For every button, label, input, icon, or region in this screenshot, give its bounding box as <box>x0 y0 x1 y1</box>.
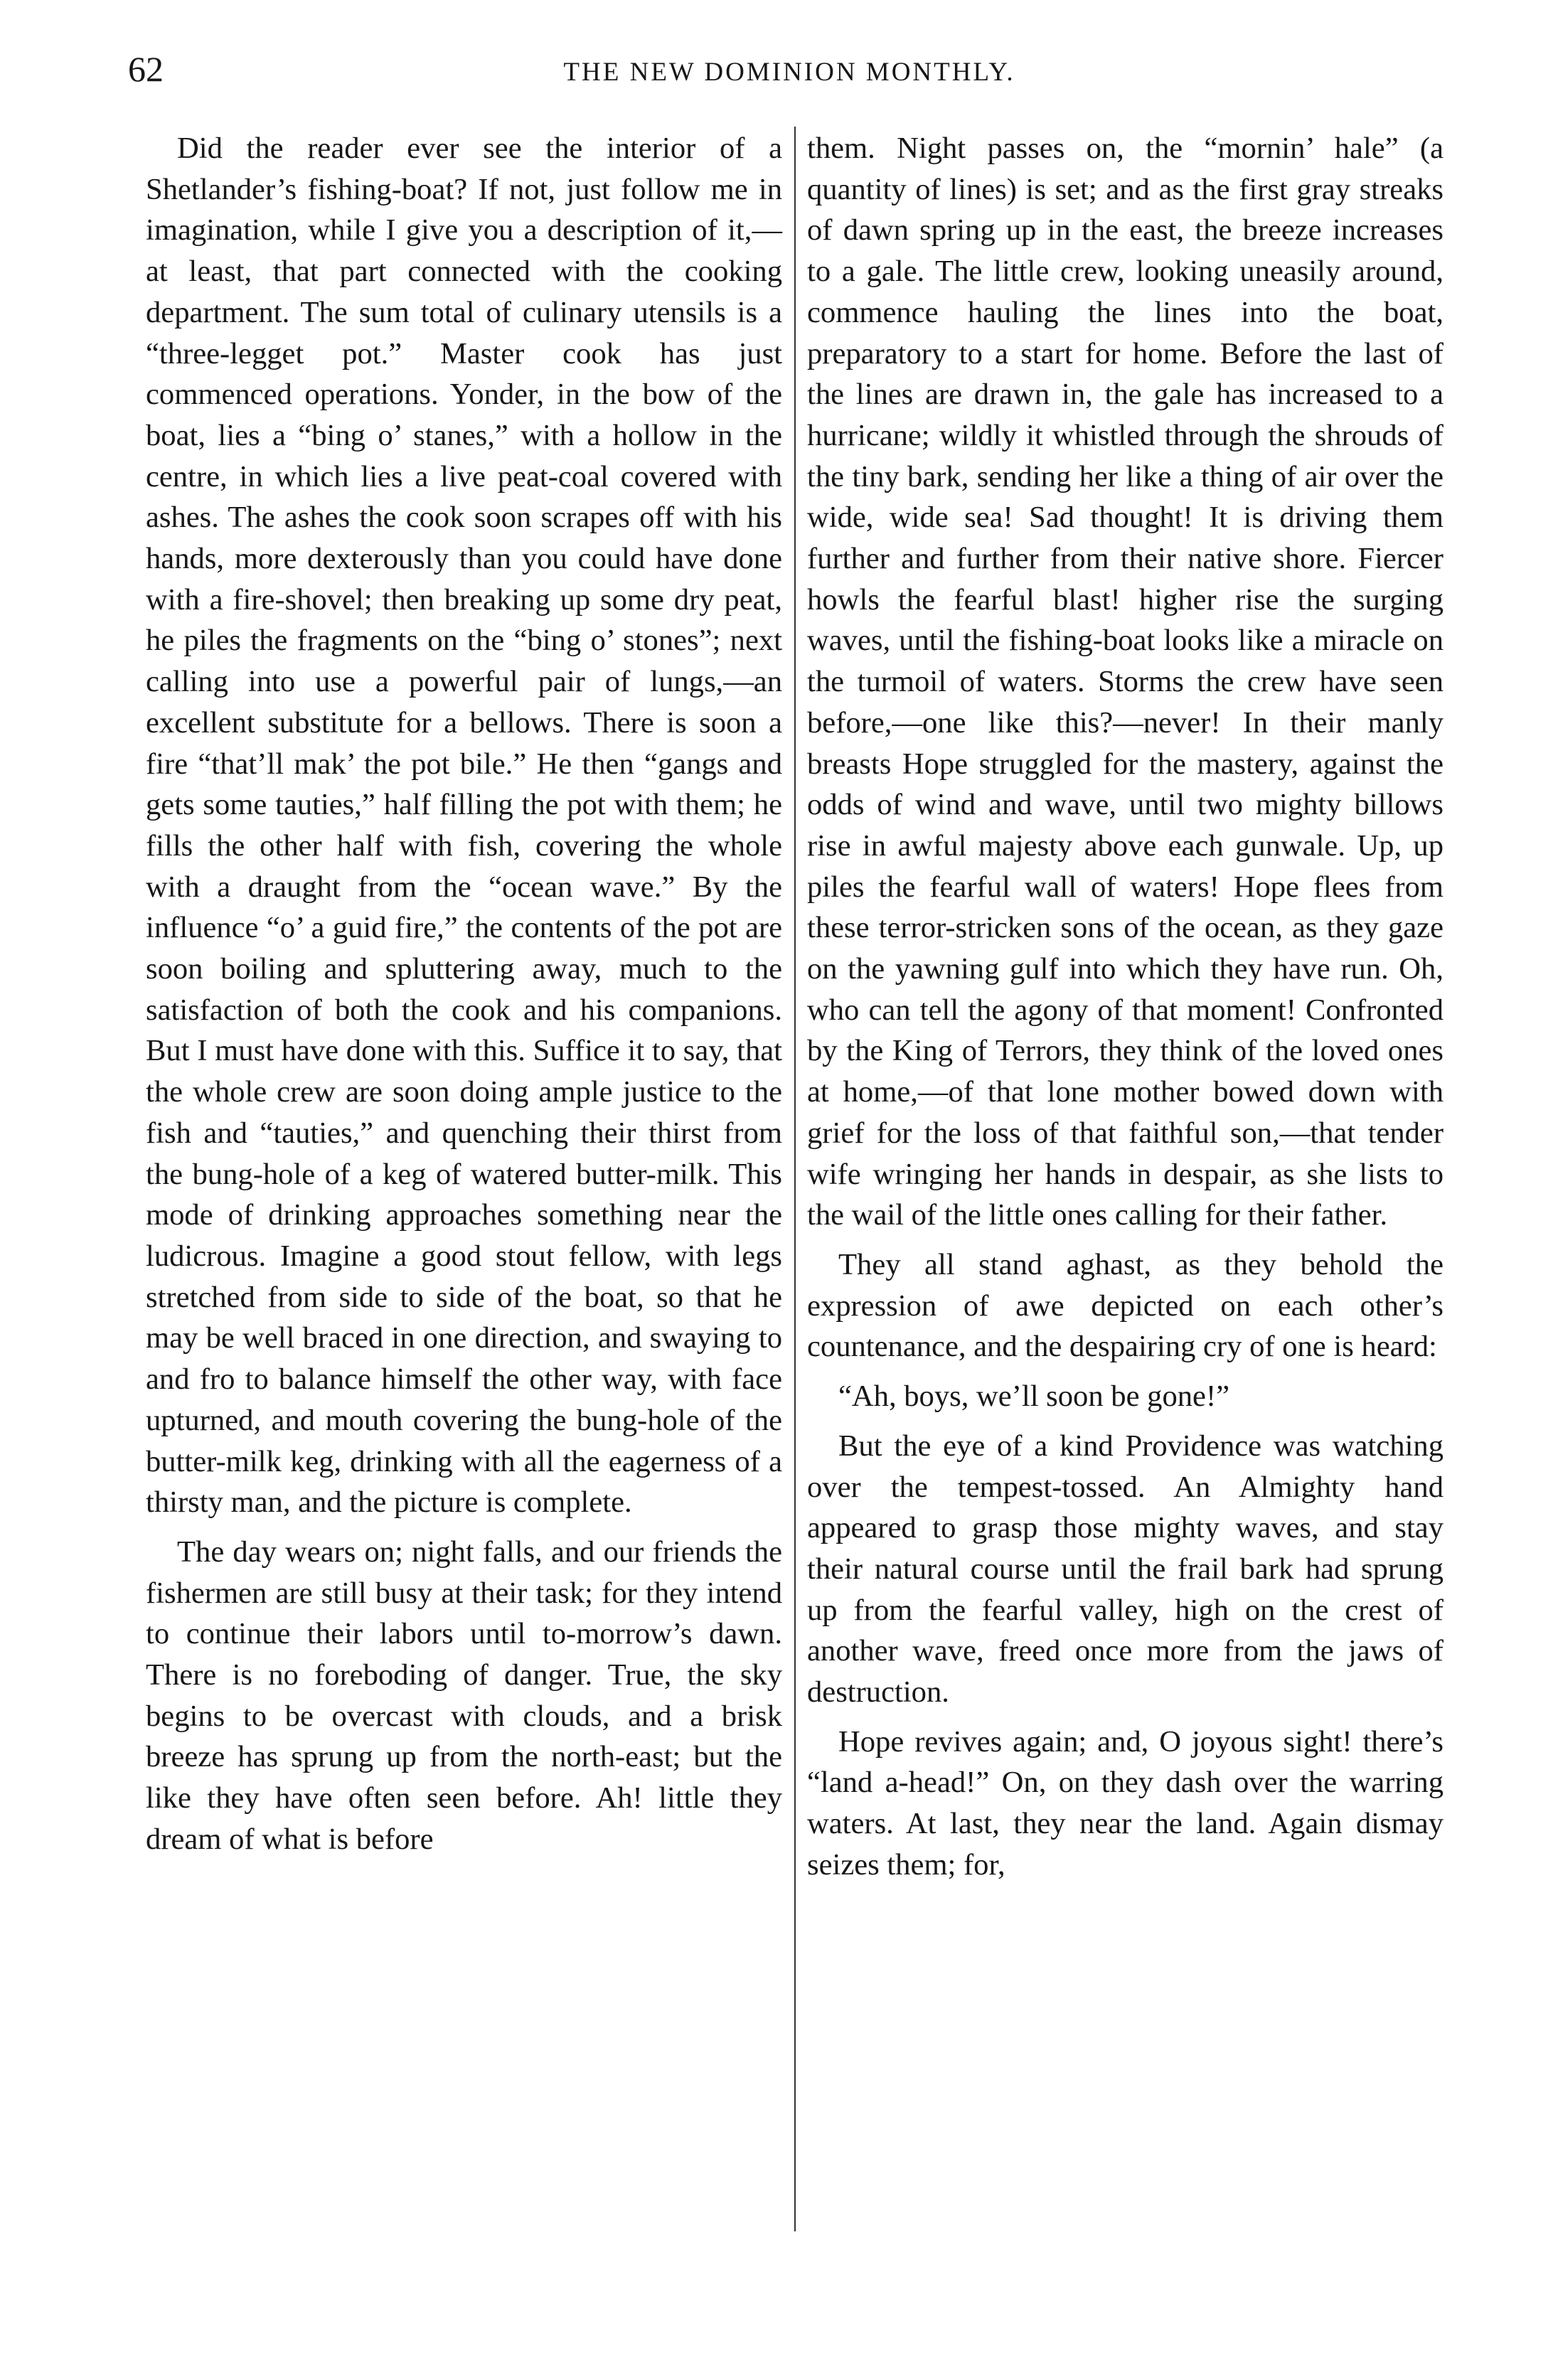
paragraph: Did the reader ever see the interior of a Shetlander’s fishing-boat? If not, just follow me in imagination, while I give you a description of it,—at least, that part connected with the cooking department. The sum total of culinary utensils is a “three-legget pot.” Master cook has just commenced operations. Yonder, in the bow of the boat, lies a “bing o’ stanes,” with a hollow in the centre, in which lies a live peat-coal covered with ashes. The ashes the cook soon scrapes off with his hands, more dexterously than you could have done with a fire-shovel; then breaking up some dry peat, he piles the fragments on the “bing o’ stones”; next calling into use a powerful pair of lungs,—an excellent substitute for a bellows. There is soon a fire “that’ll mak’ the pot bile.” He then “gangs and gets some tauties,” half filling the pot with them; he fills the other half with fish, covering the whole with a draught from the “ocean wave.” By the influence “o’ a guid fire,” the contents of the pot are soon boiling and spluttering away, much to the satisfaction of both the cook and his companions. But I must have done with this. Suffice it to say, that the whole crew are soon doing ample justice to the fish and “tauties,” and quenching their thirst from the bung-hole of a keg of watered butter-milk. This mode of drinking approaches something near the ludicrous. Imagine a good stout fellow, with legs stretched from side to side of the boat, so that he may be well braced in one direction, and swaying to and fro to balance himself the other way, with face upturned, and mouth covering the bung-hole of the butter-milk keg, drinking with all the eagerness of a thirsty man, and the picture is complete. <box>146 132 782 1520</box>
left-column <box>146 128 782 1860</box>
running-title: THE NEW DOMINION MONTHLY. <box>563 58 1015 87</box>
right-column <box>807 128 1443 1886</box>
paragraph: The day wears on; night falls, and our friends the fishermen are still busy at their task; for they intend to continue their labors until to-morrow’s dawn. There is no foreboding of danger. True, the sky begins to be overcast with clouds, and a brisk breeze has sprung up from the north-east; but the like they have often seen before. Ah! little they dream of what is before <box>146 1535 782 1856</box>
paragraph: Hope revives again; and, O joyous sight! there’s “land a-head!” On, on they dash over the warring waters. At last, they near the land. Again dismay seizes them; for, <box>807 1724 1443 1882</box>
page-number: 62 <box>128 49 164 89</box>
quoted-speech: “Ah, boys, we’ll soon be gone!” <box>838 1380 1230 1414</box>
page-header <box>128 44 1451 94</box>
paragraph: But the eye of a kind Providence was watching over the tempest-tossed. An Almighty hand appeared to grasp those mighty waves, and stay their natural course until the frail bark had sprung up from the fearful valley, high on the crest of another wave, freed once more from the jaws of destruction. <box>807 1429 1443 1709</box>
paragraph: They all stand aghast, as they behold the expression of awe depicted on each other’s countenance, and the despairing cry of one is heard: <box>807 1247 1443 1364</box>
column-divider <box>794 127 796 2231</box>
paragraph: them. Night passes on, the “mornin’ hale” (a quantity of lines) is set; and as the first gray streaks of dawn spring up in the east, the breeze increases to a gale. The little crew, looking uneasily around, commence hauling the lines into the boat, preparatory to a start for home. Before the last of the lines are drawn in, the gale has increased to a hurricane; wildly it whistled through the shrouds of the tiny bark, sending her like a thing of air over the wide, wide sea! Sad thought! It is driving them further and further from their native shore. Fiercer howls the fearful blast! higher rise the surging waves, until the fishing-boat looks like a miracle on the turmoil of waters. Storms the crew have seen before,—one like this?—never! In their manly breasts Hope struggled for the mastery, against the odds of wind and wave, until two mighty billows rise in awful majesty above each gunwale. Up, up piles the fearful wall of waters! Hope flees from these terror-stricken sons of the ocean, as they gaze on the yawning gulf into which they have run. Oh, who can tell the agony of that moment! Confronted by the King of Terrors, they think of the loved ones at home,—of that lone mother bowed down with grief for the loss of that faithful son,—that tender wife wringing her hands in despair, as she lists to the wail of the little ones calling for their father. <box>807 132 1443 1232</box>
